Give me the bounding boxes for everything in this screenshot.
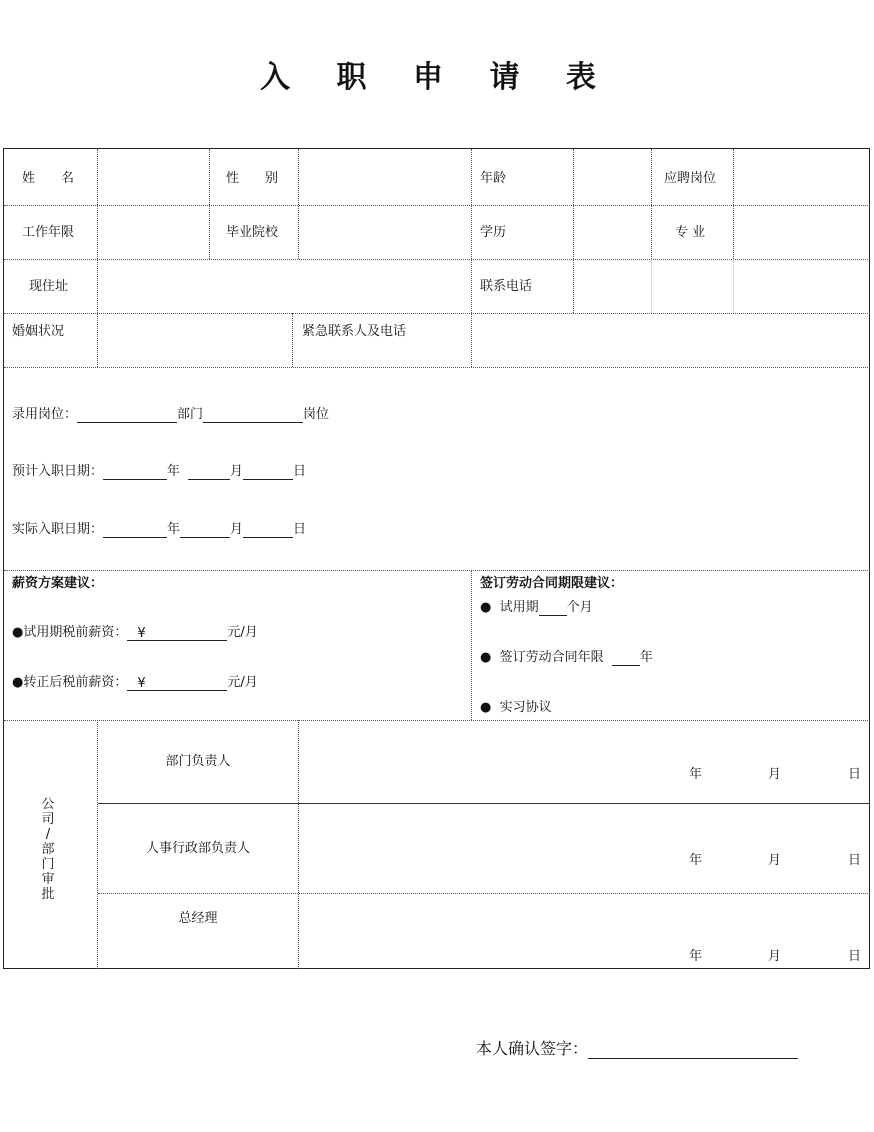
bullet-icon: ● — [480, 650, 492, 665]
col-divider — [471, 570, 472, 720]
row-divider — [4, 720, 870, 721]
label-phone: 联系电话 — [480, 279, 533, 294]
year-label: 年 — [167, 464, 181, 479]
dept-label: 部门 — [177, 407, 204, 422]
col-divider — [292, 313, 293, 367]
side-char: 审 — [41, 872, 55, 887]
approval-year: 年 — [689, 853, 703, 868]
col-divider — [209, 149, 210, 259]
col-divider — [573, 149, 574, 313]
hire-post-line — [12, 407, 329, 423]
approver-gm: 总经理 — [178, 911, 218, 926]
months-label: 个月 — [566, 600, 593, 615]
col-divider — [97, 149, 98, 367]
label-position: 应聘岗位 — [664, 171, 717, 186]
regular-salary-blank[interactable] — [127, 676, 227, 691]
intern-line — [480, 700, 552, 716]
side-char: 部 — [41, 842, 55, 857]
label-school: 毕业院校 — [226, 225, 279, 240]
approval-month: 月 — [768, 767, 782, 782]
row-divider — [4, 259, 870, 260]
trial-salary-label: ●试用期税前薪资： — [12, 625, 128, 640]
signature-blank[interactable] — [588, 1040, 798, 1059]
label-major: 专 业 — [675, 225, 706, 240]
row-divider — [4, 570, 870, 571]
salary-unit: 元/月 — [227, 625, 258, 640]
label-emergency: 紧急联系人及电话 — [302, 324, 407, 339]
day-label: 日 — [293, 464, 307, 479]
row-divider — [4, 313, 870, 314]
trial-salary-line — [12, 625, 258, 641]
approver-dept-head: 部门负责人 — [165, 754, 231, 769]
label-work-years: 工作年限 — [22, 225, 75, 240]
year-label: 年 — [167, 522, 181, 537]
approver-hr-head: 人事行政部负责人 — [145, 841, 250, 856]
post-label: 岗位 — [303, 407, 330, 422]
approval-side-label — [38, 797, 58, 902]
label-name: 姓 名 — [22, 171, 75, 186]
approval-day: 日 — [848, 853, 862, 868]
label-education: 学历 — [480, 225, 507, 240]
col-divider — [651, 149, 652, 259]
row-divider — [4, 205, 870, 206]
dept-blank[interactable] — [77, 408, 177, 423]
actual-date-line — [12, 522, 306, 538]
expected-year-blank[interactable] — [103, 465, 167, 480]
col-divider — [298, 720, 299, 969]
salary-heading: 薪资方案建议： — [12, 576, 104, 591]
side-char: 公 — [41, 797, 55, 812]
row-divider — [98, 803, 870, 804]
expected-month-blank[interactable] — [188, 465, 230, 480]
side-char: 司 — [41, 812, 55, 827]
trial-period-line — [480, 600, 593, 616]
regular-salary-label: ●转正后税前薪资： — [12, 675, 128, 690]
actual-month-blank[interactable] — [180, 523, 230, 538]
currency-symbol: ¥ — [137, 676, 146, 691]
label-age: 年龄 — [480, 171, 507, 186]
approval-year: 年 — [689, 767, 703, 782]
side-char: 门 — [41, 857, 55, 872]
row-divider — [4, 367, 870, 368]
month-label: 月 — [230, 464, 244, 479]
intern-label: 实习协议 — [499, 700, 552, 715]
month-label: 月 — [230, 522, 244, 537]
col-divider — [298, 149, 299, 259]
expected-date-label: 预计入职日期： — [12, 464, 104, 479]
contract-term-label: 签订劳动合同年限 — [499, 650, 604, 665]
years-label: 年 — [639, 650, 653, 665]
contract-heading: 签订劳动合同期限建议： — [480, 576, 624, 591]
approval-day: 日 — [848, 767, 862, 782]
contract-term-line — [480, 650, 653, 666]
approval-month: 月 — [768, 949, 782, 964]
label-address: 现住址 — [29, 279, 69, 294]
approval-year: 年 — [689, 949, 703, 964]
page-title: 入 职 申 请 表 — [260, 60, 614, 95]
trial-months-blank[interactable] — [539, 601, 567, 616]
col-divider — [733, 259, 734, 313]
contract-years-blank[interactable] — [612, 651, 640, 666]
label-gender: 性 别 — [226, 171, 279, 186]
trial-salary-blank[interactable] — [127, 626, 227, 641]
bullet-icon: ● — [480, 700, 492, 715]
approval-month: 月 — [768, 853, 782, 868]
day-label: 日 — [293, 522, 307, 537]
trial-period-label: 试用期 — [499, 600, 539, 615]
expected-date-line — [12, 464, 306, 480]
side-char: 批 — [41, 887, 55, 902]
expected-day-blank[interactable] — [243, 465, 293, 480]
actual-date-label: 实际入职日期： — [12, 522, 104, 537]
row-divider — [98, 893, 870, 894]
actual-year-blank[interactable] — [103, 523, 167, 538]
signature-label: 本人确认签字： — [476, 1039, 589, 1058]
col-divider — [471, 149, 472, 367]
post-blank[interactable] — [203, 408, 303, 423]
bullet-icon: ● — [480, 600, 492, 615]
col-divider — [651, 259, 652, 313]
approval-day: 日 — [848, 949, 862, 964]
col-divider — [733, 149, 734, 259]
actual-day-blank[interactable] — [243, 523, 293, 538]
side-char: / — [45, 827, 51, 842]
currency-symbol: ¥ — [137, 626, 146, 641]
salary-unit: 元/月 — [227, 675, 258, 690]
regular-salary-line — [12, 675, 258, 691]
label-marital: 婚姻状况 — [12, 324, 65, 339]
signature-line — [476, 1036, 798, 1059]
hire-post-label: 录用岗位： — [12, 407, 78, 422]
